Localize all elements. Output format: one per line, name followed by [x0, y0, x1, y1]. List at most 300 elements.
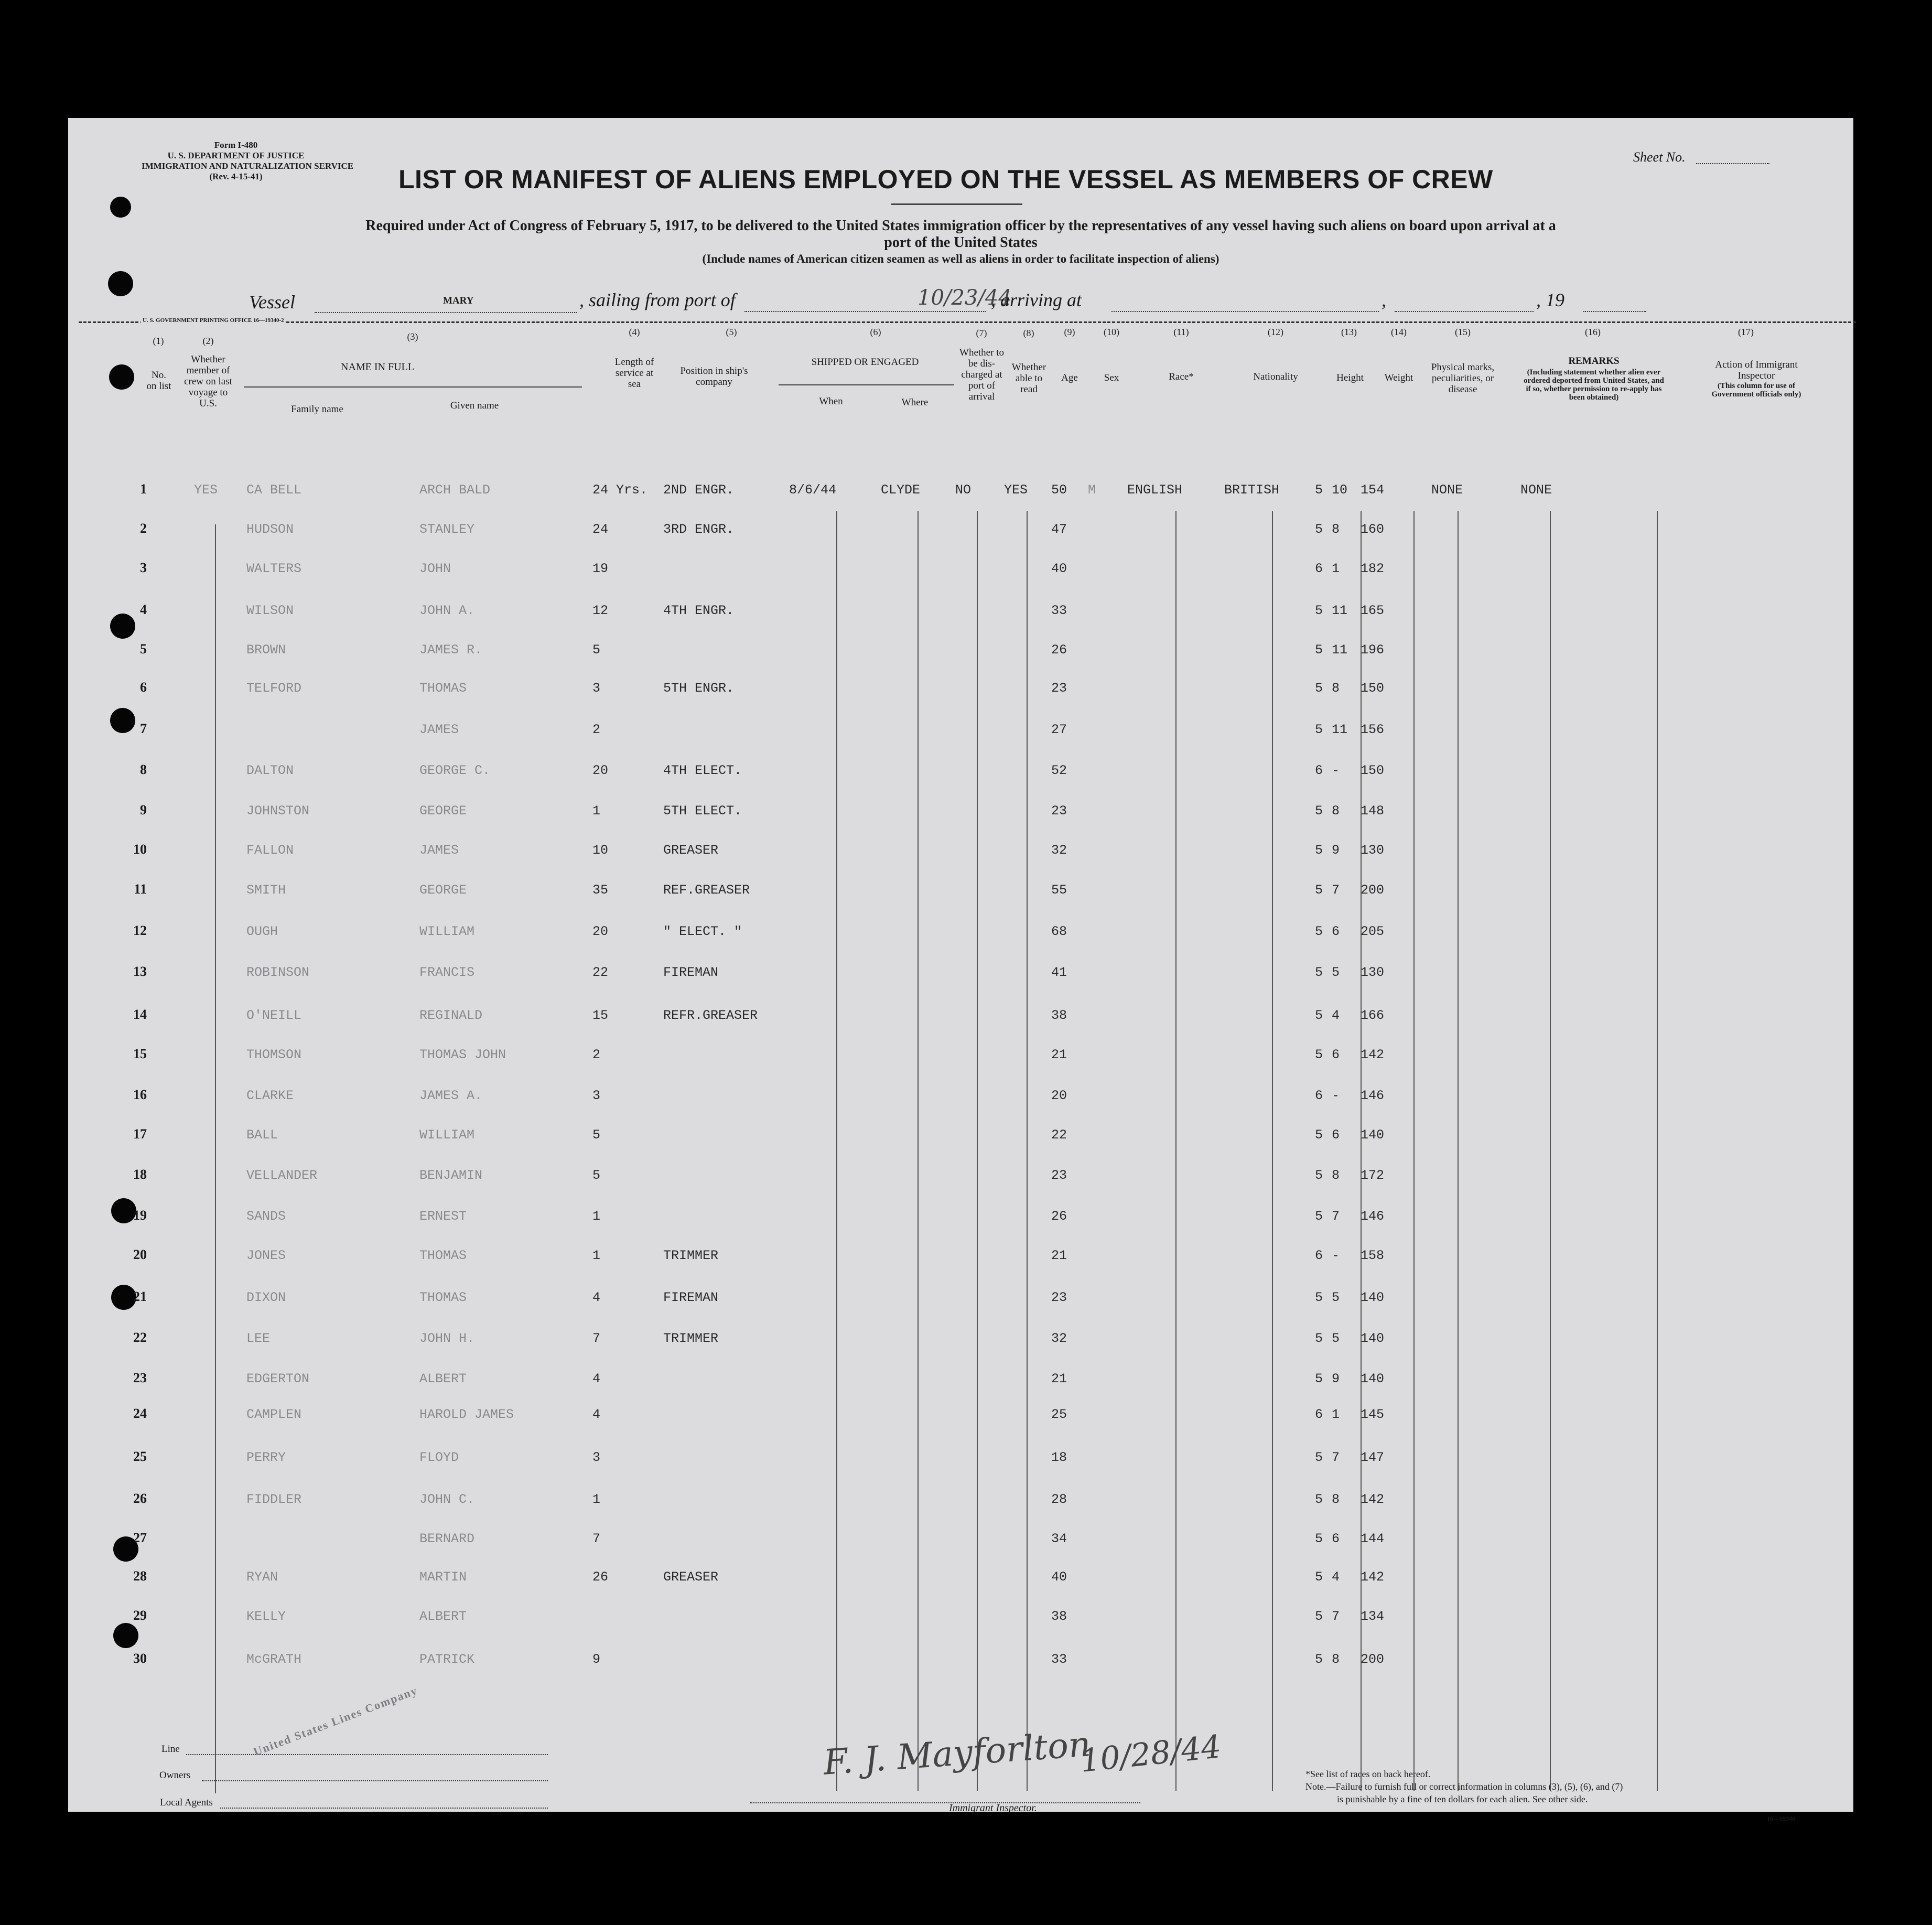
- cell-position: 3RD ENGR.: [663, 522, 735, 537]
- cell-ht-ft: 5: [1315, 722, 1323, 737]
- cell-family: JOHNSTON: [246, 803, 310, 819]
- colnum-16: (16): [1585, 327, 1601, 337]
- cell-position: TRIMMER: [663, 1248, 719, 1263]
- cell-weight: 148: [1361, 803, 1385, 819]
- cell-weight: 140: [1361, 1331, 1385, 1346]
- agents-dotline: [220, 1808, 548, 1809]
- cell-weight: 150: [1361, 763, 1385, 778]
- colnum-15: (15): [1455, 327, 1471, 337]
- cell-ht-ft: 5: [1315, 681, 1323, 696]
- col-rule: [836, 511, 837, 1791]
- cell-no: 14: [133, 1007, 147, 1022]
- cell-no: 25: [133, 1449, 147, 1464]
- cell-no: 4: [140, 602, 147, 617]
- cell-race: ENGLISH: [1127, 482, 1183, 498]
- cell-service: 9: [592, 1652, 601, 1667]
- cell-ht-ft: 5: [1315, 522, 1323, 537]
- agents-label: Local Agents: [160, 1797, 213, 1808]
- header-family-name: Family name: [291, 404, 343, 415]
- cell-ht-ft: 5: [1315, 1331, 1323, 1346]
- cell-ht-ft: 6: [1315, 1407, 1323, 1422]
- cell-given: GEORGE C.: [419, 763, 491, 778]
- cell-given: HAROLD JAMES: [419, 1407, 514, 1422]
- cell-no: 26: [133, 1491, 147, 1506]
- cell-no: 21: [133, 1289, 147, 1304]
- arriving-dotline: [1111, 311, 1379, 312]
- sheet-no-line: [1696, 163, 1769, 164]
- cell-given: JAMES R.: [419, 642, 483, 658]
- header-position: Position in ship's company: [680, 365, 748, 388]
- cell-where: CLYDE: [881, 482, 921, 498]
- cell-age: 68: [1051, 924, 1067, 939]
- cell-position: FIREMAN: [663, 965, 719, 980]
- cell-given: WILLIAM: [419, 924, 475, 939]
- shipped-rule: [779, 384, 954, 385]
- cell-age: 18: [1051, 1450, 1067, 1465]
- colnum-8: (8): [1023, 328, 1034, 338]
- cell-position: 5TH ENGR.: [663, 681, 735, 696]
- cell-service: 5: [592, 642, 601, 658]
- col-rule: [1361, 511, 1362, 1791]
- arriving-comma: ,: [1381, 289, 1386, 310]
- subtitle-1: Required under Act of Congress of February 5, 1917, to be delivered to the United States immigration officer by the representatives of any vessel having such aliens on board upon arrival at a: [365, 218, 1556, 234]
- cell-age: 21: [1051, 1047, 1067, 1062]
- cell-age: 55: [1051, 883, 1067, 898]
- cell-age: 47: [1051, 522, 1067, 537]
- header-height: Height: [1336, 372, 1364, 383]
- cell-no: 6: [140, 680, 147, 695]
- cell-ht-in: 11: [1332, 722, 1348, 737]
- cell-ht-in: 1: [1332, 1407, 1340, 1422]
- cell-family: THOMSON: [246, 1047, 302, 1062]
- cell-given: GEORGE: [419, 883, 467, 898]
- cell-weight: 147: [1361, 1450, 1385, 1465]
- punch-hole: [110, 197, 131, 218]
- header-no-on-list: No. on list: [146, 370, 171, 392]
- cell-ht-in: 10: [1332, 482, 1348, 498]
- form-dept: U. S. DEPARTMENT OF JUSTICE: [167, 150, 305, 160]
- cell-age: 38: [1051, 1008, 1067, 1023]
- cell-ht-ft: 5: [1315, 1531, 1323, 1546]
- cell-family: DIXON: [246, 1290, 286, 1305]
- cell-given: JAMES A.: [419, 1088, 483, 1103]
- cell-service: 12: [592, 603, 609, 618]
- cell-no: 19: [133, 1208, 147, 1223]
- cell-weight: 140: [1361, 1371, 1385, 1386]
- cell-given: THOMAS: [419, 1248, 467, 1263]
- note-fine: is punishable by a fine of ten dollars for each alien. See other side.: [1337, 1794, 1588, 1804]
- col-rule: [1413, 511, 1415, 1791]
- printing-office: U. S. GOVERNMENT PRINTING OFFICE 16—19340-2: [141, 317, 286, 324]
- cell-ht-ft: 5: [1315, 482, 1323, 498]
- cell-service: 7: [592, 1531, 601, 1546]
- cell-service: 1: [592, 1248, 601, 1263]
- cell-given: GEORGE: [419, 803, 467, 819]
- cell-given: THOMAS: [419, 1290, 467, 1305]
- cell-family: BROWN: [246, 642, 286, 658]
- cell-age: 32: [1051, 1331, 1067, 1346]
- cell-sex: M: [1088, 482, 1096, 498]
- cell-ht-ft: 5: [1315, 1209, 1323, 1224]
- cell-no: 22: [133, 1330, 147, 1345]
- cell-given: FRANCIS: [419, 965, 475, 980]
- cell-no: 15: [133, 1046, 147, 1061]
- cell-family: FIDDLER: [246, 1492, 302, 1507]
- cell-ht-in: 8: [1332, 1652, 1340, 1667]
- cell-age: 50: [1051, 482, 1067, 498]
- cell-ht-in: 5: [1332, 1290, 1340, 1305]
- cell-age: 38: [1051, 1609, 1067, 1624]
- cell-given: JOHN H.: [419, 1331, 475, 1346]
- cell-family: CLARKE: [246, 1088, 294, 1103]
- cell-position: 4TH ELECT.: [663, 763, 742, 778]
- cell-ht-ft: 5: [1315, 1168, 1323, 1183]
- cell-weight: 172: [1361, 1168, 1385, 1183]
- cell-age: 22: [1051, 1127, 1067, 1143]
- cell-given: ALBERT: [419, 1609, 467, 1624]
- cell-given: BERNARD: [419, 1531, 475, 1546]
- name-rule: [244, 386, 582, 388]
- col-rule: [1657, 511, 1658, 1791]
- cell-age: 52: [1051, 763, 1067, 778]
- cell-family: SMITH: [246, 883, 286, 898]
- cell-service: 3: [592, 1450, 601, 1465]
- cell-family: RYAN: [246, 1569, 278, 1585]
- cell-position: REFR.GREASER: [663, 1008, 758, 1023]
- cell-family: CAMPLEN: [246, 1407, 302, 1422]
- cell-ht-in: 9: [1332, 843, 1340, 858]
- owners-dotline: [202, 1780, 548, 1781]
- sailing-dotline: [744, 311, 986, 312]
- cell-ht-ft: 5: [1315, 1652, 1323, 1667]
- cell-family: HUDSON: [246, 522, 294, 537]
- cell-service: 22: [592, 965, 609, 980]
- header-when: When: [819, 396, 843, 407]
- cell-age: 23: [1051, 803, 1067, 819]
- cell-ht-ft: 5: [1315, 883, 1323, 898]
- cell-age: 21: [1051, 1371, 1067, 1386]
- cell-ht-in: 5: [1332, 1331, 1340, 1346]
- title-rule: [891, 203, 1022, 205]
- header-able-to-read: Whether able to read: [1011, 362, 1046, 395]
- header-shipped: SHIPPED OR ENGAGED: [811, 357, 919, 368]
- cell-no: 23: [133, 1370, 147, 1385]
- cell-no: 20: [133, 1247, 147, 1262]
- cell-family: ROBINSON: [246, 965, 310, 980]
- cell-given: ERNEST: [419, 1209, 467, 1224]
- cell-age: 33: [1051, 603, 1067, 618]
- cell-no: 27: [133, 1530, 147, 1545]
- cell-given: PATRICK: [419, 1652, 475, 1667]
- cell-family: KELLY: [246, 1609, 286, 1624]
- cell-nationality: BRITISH: [1224, 482, 1280, 498]
- cell-service: 2: [592, 722, 601, 737]
- cell-weight: 142: [1361, 1047, 1385, 1062]
- cell-weight: 142: [1361, 1492, 1385, 1507]
- line-label: Line: [161, 1744, 180, 1755]
- sailing-date-handwritten: 10/23/44: [918, 286, 1012, 310]
- cell-ht-in: 8: [1332, 1492, 1340, 1507]
- cell-given: JOHN A.: [419, 603, 475, 618]
- cell-ht-in: 1: [1332, 561, 1340, 576]
- subtitle-2: port of the United States: [884, 234, 1038, 251]
- cell-given: JOHN C.: [419, 1492, 475, 1507]
- cell-given: STANLEY: [419, 522, 475, 537]
- signature-date: 10/28/44: [1078, 1728, 1223, 1780]
- cell-age: 23: [1051, 1290, 1067, 1305]
- cell-marks: NONE: [1431, 482, 1463, 498]
- cell-ht-ft: 5: [1315, 1290, 1323, 1305]
- cell-service: 15: [592, 1008, 609, 1023]
- cell-ht-ft: 5: [1315, 603, 1323, 618]
- cell-no: 9: [140, 802, 147, 818]
- cell-no: 28: [133, 1568, 147, 1584]
- cell-service: 3: [592, 681, 601, 696]
- cell-weight: 144: [1361, 1531, 1385, 1546]
- colnum-14: (14): [1391, 327, 1407, 337]
- cell-service: 4: [592, 1290, 601, 1305]
- colnum-13: (13): [1341, 327, 1357, 337]
- cell-age: 23: [1051, 1168, 1067, 1183]
- cell-service: 4: [592, 1407, 601, 1422]
- cell-service: 20: [592, 924, 609, 939]
- cell-service: 20: [592, 763, 609, 778]
- cell-weight: 154: [1361, 482, 1385, 498]
- header-remarks-note: (Including statement whether alien ever ordered deported from United States, and if so, whether permission to re-apply has been obtained): [1524, 368, 1664, 402]
- cell-service: 5: [592, 1168, 601, 1183]
- col-rule: [215, 524, 216, 1793]
- cell-weight: 200: [1361, 1652, 1385, 1667]
- cell-given: REGINALD: [419, 1008, 483, 1023]
- cell-no: 1: [140, 481, 147, 497]
- form-code: 16—19340: [1767, 1815, 1795, 1822]
- form-service: IMMIGRATION AND NATURALIZATION SERVICE: [142, 161, 354, 171]
- form-id-block: [142, 140, 354, 182]
- sheet-no-label: Sheet No.: [1633, 149, 1686, 165]
- cell-service: 1: [592, 1209, 601, 1224]
- cell-given: THOMAS: [419, 681, 467, 696]
- cell-no: 13: [133, 964, 147, 979]
- punch-hole: [113, 1623, 138, 1648]
- cell-ht-in: 7: [1332, 1609, 1340, 1624]
- cell-ht-ft: 5: [1315, 642, 1323, 658]
- cell-weight: 130: [1361, 965, 1385, 980]
- cell-read: YES: [1004, 482, 1028, 498]
- cell-ht-in: 11: [1332, 642, 1348, 658]
- cell-family: O'NEILL: [246, 1008, 302, 1023]
- cell-ht-in: 4: [1332, 1008, 1340, 1023]
- cell-age: 34: [1051, 1531, 1067, 1546]
- cell-weight: 146: [1361, 1088, 1385, 1103]
- cell-ht-ft: 5: [1315, 1008, 1323, 1023]
- cell-age: 28: [1051, 1492, 1067, 1507]
- cell-given: ARCH BALD: [419, 482, 491, 498]
- colnum-10: (10): [1104, 327, 1119, 337]
- cell-given: THOMAS JOHN: [419, 1047, 506, 1062]
- cell-weight: 165: [1361, 603, 1385, 618]
- cell-position: 2ND ENGR.: [663, 482, 735, 498]
- cell-when: 8/6/44: [789, 482, 837, 498]
- cell-family: VELLANDER: [246, 1168, 318, 1183]
- col-rule: [1458, 511, 1459, 1791]
- cell-ht-in: 9: [1332, 1371, 1340, 1386]
- cell-ht-ft: 6: [1315, 763, 1323, 778]
- cell-service: 10: [592, 843, 609, 858]
- cell-service: 24: [592, 522, 609, 537]
- cell-family: PERRY: [246, 1450, 286, 1465]
- colnum-5: (5): [726, 327, 737, 337]
- col-rule: [918, 511, 919, 1791]
- cell-weight: 205: [1361, 924, 1385, 939]
- cell-weight: 166: [1361, 1008, 1385, 1023]
- header-whether-member: Whether member of crew on last voyage to U.S.: [184, 354, 232, 409]
- cell-ht-in: 6: [1332, 1047, 1340, 1062]
- header-given-name: Given name: [450, 400, 499, 411]
- header-name-in-full: NAME IN FULL: [341, 361, 414, 373]
- cell-family: WALTERS: [246, 561, 302, 576]
- cell-age: 25: [1051, 1407, 1067, 1422]
- arriving-label: , arriving at: [991, 289, 1082, 310]
- cell-family: DALTON: [246, 763, 294, 778]
- punch-hole: [109, 364, 134, 390]
- cell-family: OUGH: [246, 924, 278, 939]
- date-dotline: [1395, 311, 1534, 312]
- cell-service: 3: [592, 1088, 601, 1103]
- cell-weight: 196: [1361, 642, 1385, 658]
- cell-age: 40: [1051, 1569, 1067, 1585]
- cell-no: 5: [140, 641, 147, 657]
- cell-family: BALL: [246, 1127, 278, 1143]
- header-physical-marks: Physical marks, peculiarities, or disease: [1431, 362, 1495, 395]
- cell-given: JAMES: [419, 722, 459, 737]
- col-rule: [1175, 511, 1177, 1791]
- cell-ht-in: 7: [1332, 1450, 1340, 1465]
- cell-ht-ft: 5: [1315, 924, 1323, 939]
- cell-family: WILSON: [246, 603, 294, 618]
- page-title: LIST OR MANIFEST OF ALIENS EMPLOYED ON THE VESSEL AS MEMBERS OF CREW: [398, 165, 1493, 194]
- manifest-sheet: [68, 118, 1853, 1822]
- cell-age: 33: [1051, 1652, 1067, 1667]
- col-rule: [1027, 511, 1028, 1791]
- cell-service: 35: [592, 883, 609, 898]
- cell-age: 21: [1051, 1248, 1067, 1263]
- colnum-1: (1): [153, 336, 164, 346]
- cell-ht-in: 8: [1332, 1168, 1340, 1183]
- cell-ht-ft: 5: [1315, 1047, 1323, 1062]
- year-label: , 19: [1536, 289, 1564, 310]
- cell-no: 18: [133, 1167, 147, 1182]
- cell-weight: 134: [1361, 1609, 1385, 1624]
- cell-family: TELFORD: [246, 681, 302, 696]
- header-where: Where: [901, 397, 929, 408]
- header-weight: Weight: [1384, 372, 1413, 383]
- cell-ht-in: -: [1332, 763, 1340, 778]
- cell-service: 26: [592, 1569, 609, 1585]
- cell-ht-in: 6: [1332, 1127, 1340, 1143]
- inspector-label: Immigrant Inspector.: [949, 1802, 1037, 1814]
- cell-ht-in: -: [1332, 1088, 1340, 1103]
- cell-weight: 142: [1361, 1569, 1385, 1585]
- colnum-12: (12): [1268, 327, 1283, 337]
- cell-service: 2: [592, 1047, 601, 1062]
- cell-age: 41: [1051, 965, 1067, 980]
- cell-no: 2: [140, 521, 147, 536]
- cell-weight: 200: [1361, 883, 1385, 898]
- cell-age: 27: [1051, 722, 1067, 737]
- cell-position: 5TH ELECT.: [663, 803, 742, 819]
- cell-ht-in: 6: [1332, 924, 1340, 939]
- header-race: Race*: [1169, 371, 1194, 382]
- cell-weight: 182: [1361, 561, 1385, 576]
- cell-position: REF.GREASER: [663, 883, 750, 898]
- cell-ht-in: 6: [1332, 1531, 1340, 1546]
- col-rule: [1550, 511, 1551, 1791]
- signature-dotline: [750, 1802, 1140, 1803]
- header-action: Action of Immigrant Inspector: [1715, 359, 1798, 381]
- form-number: Form I-480: [214, 140, 258, 150]
- cell-no: 7: [140, 721, 147, 736]
- cell-member: YES: [194, 482, 218, 498]
- cell-given: BENJAMIN: [419, 1168, 483, 1183]
- cell-no: 24: [133, 1406, 147, 1421]
- cell-ht-in: -: [1332, 1248, 1340, 1263]
- cell-no: 29: [133, 1608, 147, 1623]
- cell-age: 20: [1051, 1088, 1067, 1103]
- cell-given: JOHN: [419, 561, 451, 576]
- cell-ht-in: 11: [1332, 603, 1348, 618]
- cell-position: FIREMAN: [663, 1290, 719, 1305]
- cell-position: GREASER: [663, 843, 719, 858]
- header-nationality: Nationality: [1253, 371, 1298, 382]
- cell-weight: 156: [1361, 722, 1385, 737]
- cell-no: 11: [134, 881, 147, 897]
- cell-weight: 130: [1361, 843, 1385, 858]
- cell-family: FALLON: [246, 843, 294, 858]
- header-action-note: (This column for use of Government officials only): [1711, 382, 1801, 399]
- cell-age: 40: [1051, 561, 1067, 576]
- vessel-value: MARY: [443, 295, 474, 306]
- cell-service: 19: [592, 561, 609, 576]
- cell-given: FLOYD: [419, 1450, 459, 1465]
- cell-position: TRIMMER: [663, 1331, 719, 1346]
- cell-ht-in: 4: [1332, 1569, 1340, 1585]
- cell-no: 8: [140, 762, 147, 777]
- cell-age: 26: [1051, 1209, 1067, 1224]
- cell-service: 7: [592, 1331, 601, 1346]
- cell-ht-in: 7: [1332, 1209, 1340, 1224]
- cell-service: 24 Yrs.: [592, 482, 648, 498]
- cell-age: 32: [1051, 843, 1067, 858]
- colnum-3: (3): [407, 331, 418, 342]
- cell-discharged: NO: [955, 482, 972, 498]
- cell-family: SANDS: [246, 1209, 286, 1224]
- owners-label: Owners: [159, 1770, 191, 1781]
- cell-weight: 145: [1361, 1407, 1385, 1422]
- cell-weight: 158: [1361, 1248, 1385, 1263]
- cell-weight: 150: [1361, 681, 1385, 696]
- cell-given: ALBERT: [419, 1371, 467, 1386]
- cell-ht-ft: 5: [1315, 1127, 1323, 1143]
- cell-ht-ft: 6: [1315, 1248, 1323, 1263]
- note-races: *See list of races on back hereof.: [1305, 1769, 1431, 1779]
- sailing-label: , sailing from port of: [579, 289, 736, 310]
- punch-hole: [108, 271, 133, 296]
- cell-ht-ft: 6: [1315, 1088, 1323, 1103]
- cell-ht-ft: 5: [1315, 965, 1323, 980]
- colnum-4: (4): [629, 327, 640, 337]
- subtitle-3: (Include names of American citizen seamen as well as aliens in order to facilitate inspection of aliens): [702, 252, 1219, 265]
- cell-family: EDGERTON: [246, 1371, 310, 1386]
